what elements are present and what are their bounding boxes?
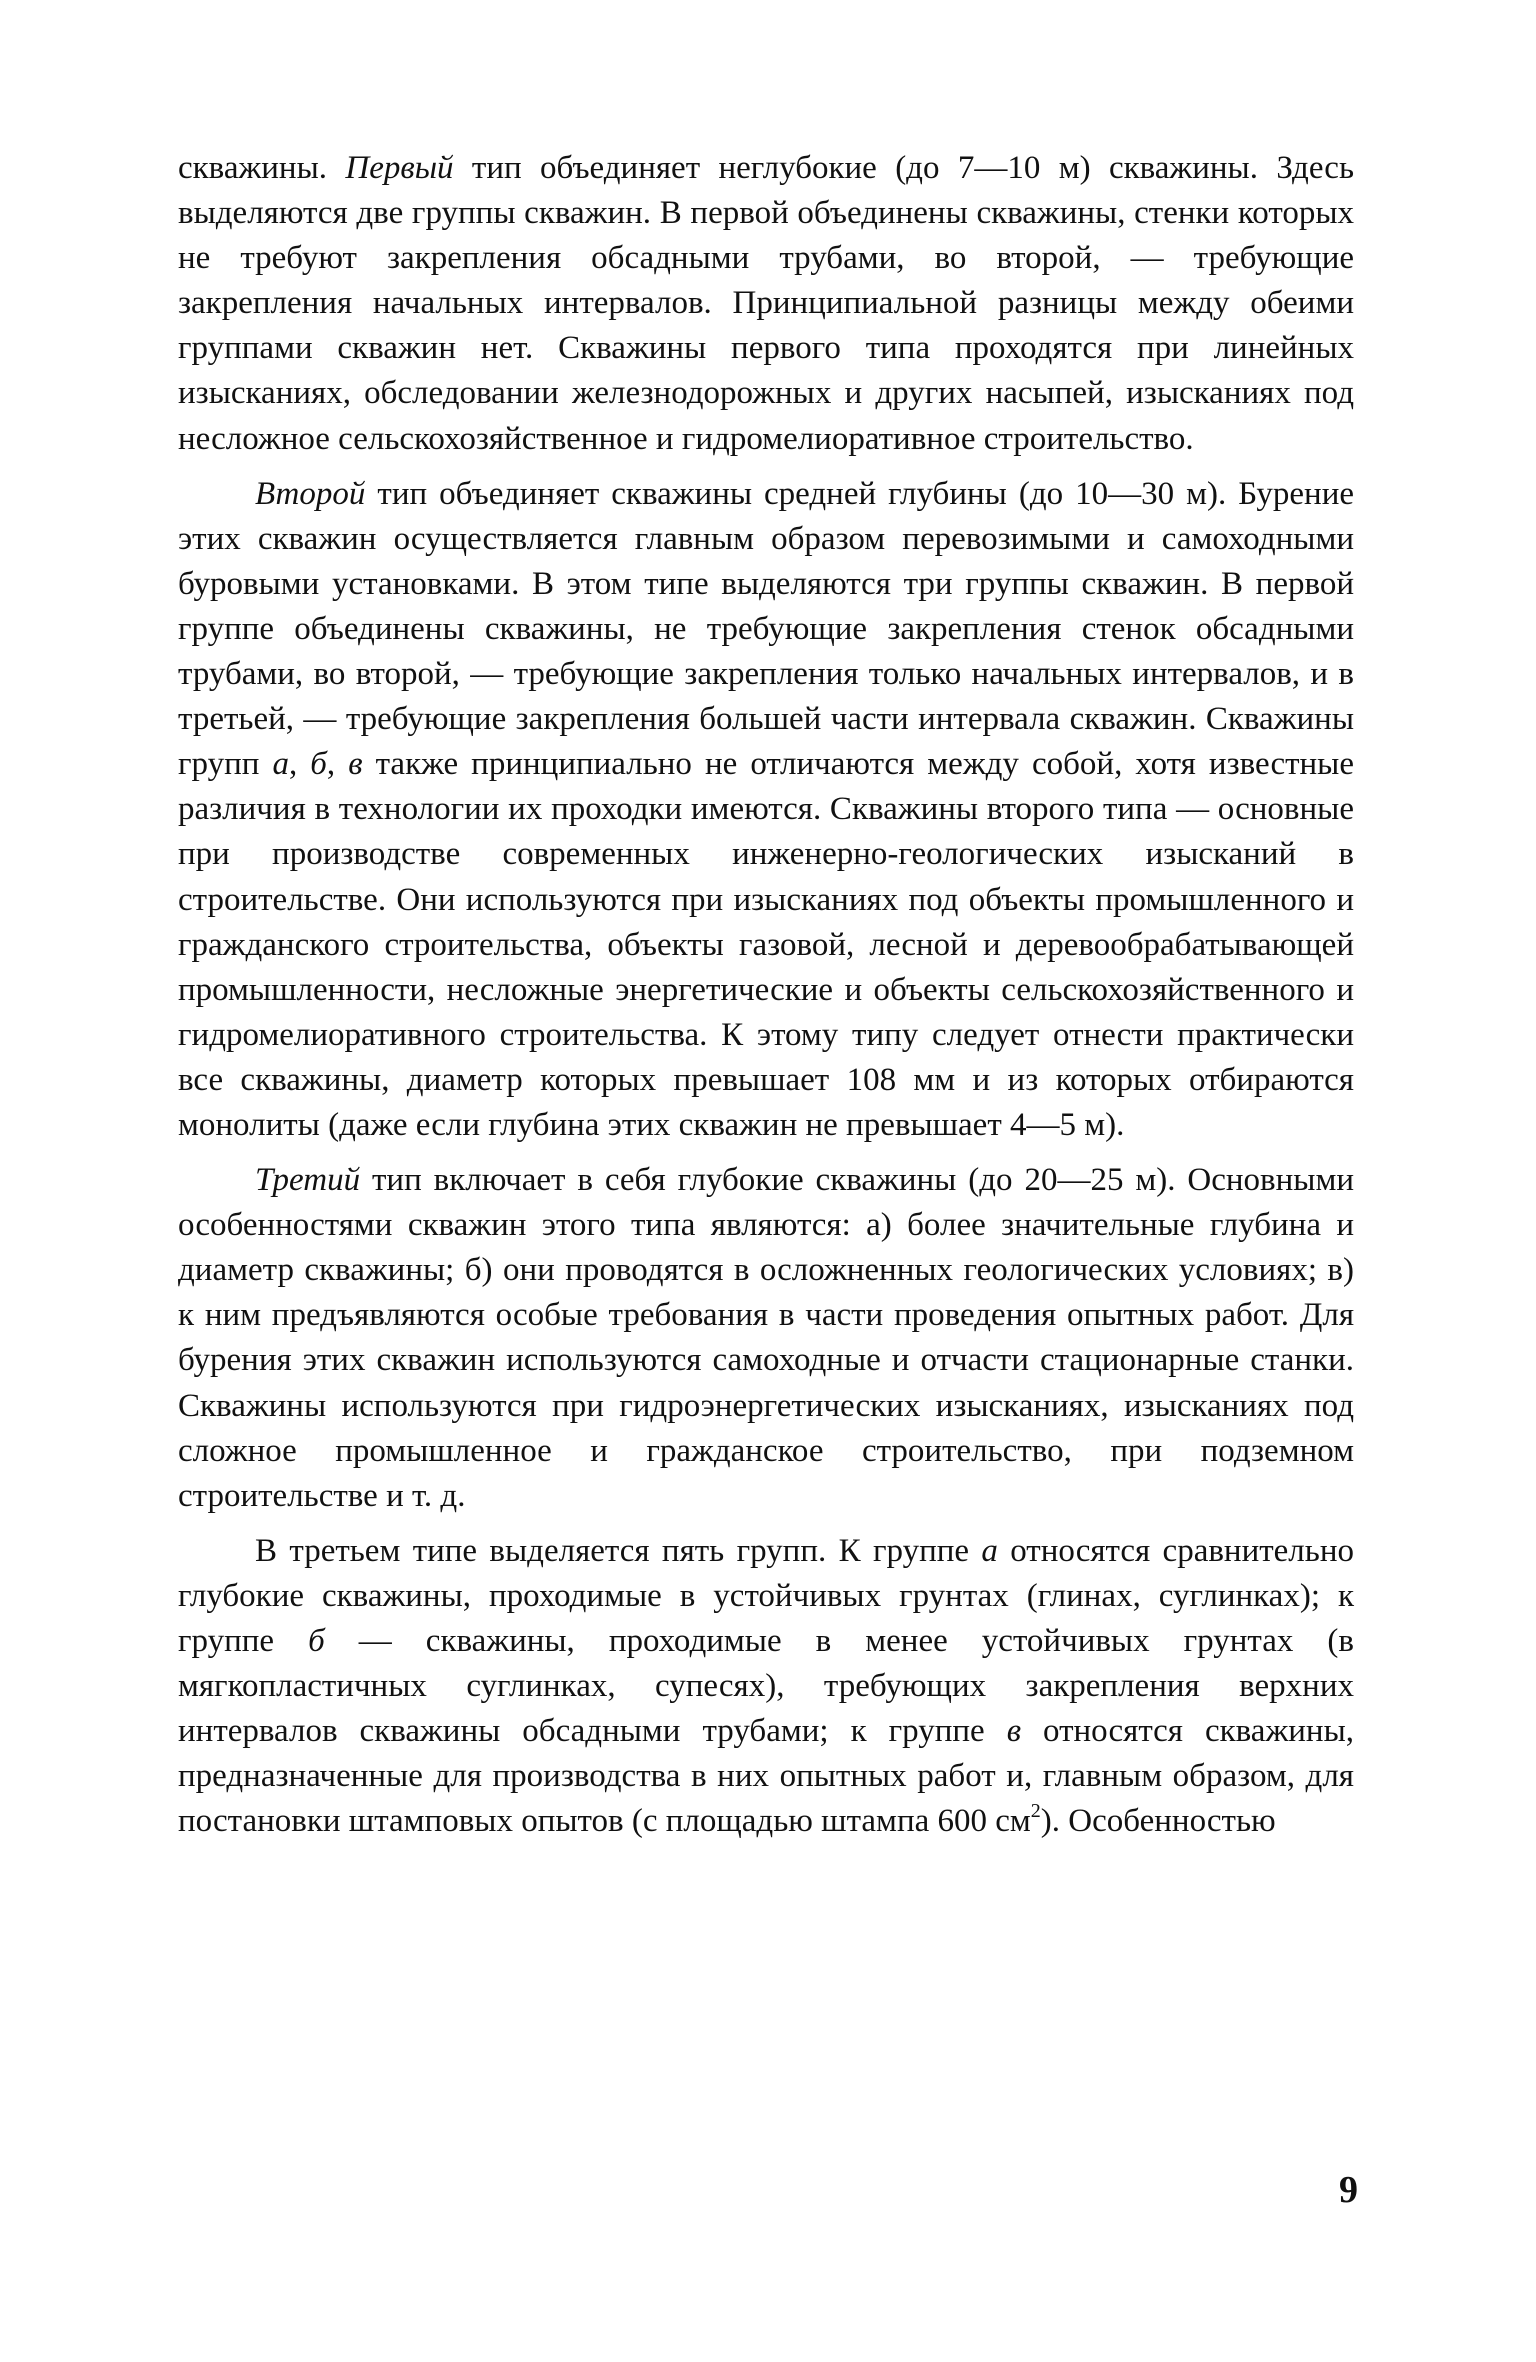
text-run: также принципиально не отличаются между собой, хотя известные различия в технологии их проходки имеются. Скважины второго типа — основные при производстве современных инженерно-геологических изысканий в строительстве. Они используются при изысканиях под объекты промышленного и гражданского строительства, объекты газовой, лесной и деревообрабатывающей промышленности, несложные энергетические и объекты сельскохозяйственного и гидромелиоративного строительства. К этому типу следует отнести практически все скважины, диаметр которых превышает 108 мм и из которых отбираются монолиты (даже если глубина этих скважин не превышает 4—5 м). bbox=[178, 746, 1355, 1143]
paragraph bbox=[178, 1158, 1354, 1519]
text-run: , bbox=[288, 746, 311, 783]
superscript: 2 bbox=[1030, 1800, 1041, 1823]
text-run: — скважины, проходимые в менее устойчивых грунтах (в мягкопластичных суглинках, супесях), требующих закрепления верхних интервалов скважины обсадными трубами; к группе bbox=[178, 1623, 1354, 1750]
text-run: относятся сравнительно глубокие скважины, проходимые в устойчивых грунтах (глинах, суглинках); к группе bbox=[178, 1532, 1354, 1659]
text-run: тип включает в себя глубокие скважины (до 20—25 м). Основными особенностями скважин этого типа являются: а) более значительные глубина и диаметр скважины; б) они проводятся в осложненных геологических условиях; в) к ним предъявляются особые требования в части проведения опытных работ. Для бурения этих скважин используются самоходные и отчасти стационарные станки. Скважины используются при гидроэнергетических изысканиях, изысканиях под сложное промышленное и гражданское строительство, при подземном строительстве и т. д. bbox=[178, 1162, 1354, 1514]
italic-text: б bbox=[310, 746, 327, 783]
italic-text: Третий bbox=[255, 1162, 361, 1199]
italic-text: Первый bbox=[345, 150, 454, 186]
italic-text: в bbox=[348, 746, 363, 783]
text-run: тип объединяет скважины средней глубины (до 10—30 м). Бурение этих скважин осуществляется главным образом перевозимыми и самоходными буровыми установками. В этом типе выделяются три группы скважин. В первой группе объединены скважины, не требующие закрепления стенок обсадными трубами, во второй, — требующие закрепления только начальных интервалов, и в третьей, — требующие закрепления большей части интервала скважин. Скважины групп bbox=[178, 475, 1354, 783]
text-run: скважины. bbox=[178, 150, 346, 186]
paragraph bbox=[178, 146, 1354, 462]
body-text bbox=[178, 146, 1354, 1844]
italic-text: б bbox=[308, 1623, 325, 1659]
text-run: В третьем типе выделяется пять групп. К группе bbox=[255, 1532, 982, 1569]
paragraph bbox=[178, 1529, 1354, 1845]
text-run: тип объединяет неглубокие (до 7—10 м) скважины. Здесь выделяются две группы скважин. В первой объединены скважины, стенки которых не требуют закрепления обсадными трубами, во второй, — требующие закрепления начальных интервалов. Принципиальной разницы между обеими группами скважин нет. Скважины первого типа проходятся при линейных изысканиях, обследовании железнодорожных и других насыпей, изысканиях под несложное сельскохозяйственное и гидромелиоративное строительство. bbox=[178, 150, 1354, 457]
italic-text: Второй bbox=[255, 475, 366, 512]
italic-text: а bbox=[272, 746, 289, 783]
italic-text: в bbox=[1006, 1713, 1022, 1750]
text-run: , bbox=[326, 746, 349, 783]
text-run: ). Особенностью bbox=[1040, 1803, 1276, 1840]
italic-text: а bbox=[981, 1532, 998, 1569]
paragraph bbox=[178, 472, 1354, 1148]
page-number: 9 bbox=[1339, 2169, 1358, 2211]
text-run: относятся скважины, предназначенные для производства в них опытных работ и, главным образом, для постановки штамповых опытов (с площадью штампа 600 см bbox=[178, 1713, 1354, 1840]
